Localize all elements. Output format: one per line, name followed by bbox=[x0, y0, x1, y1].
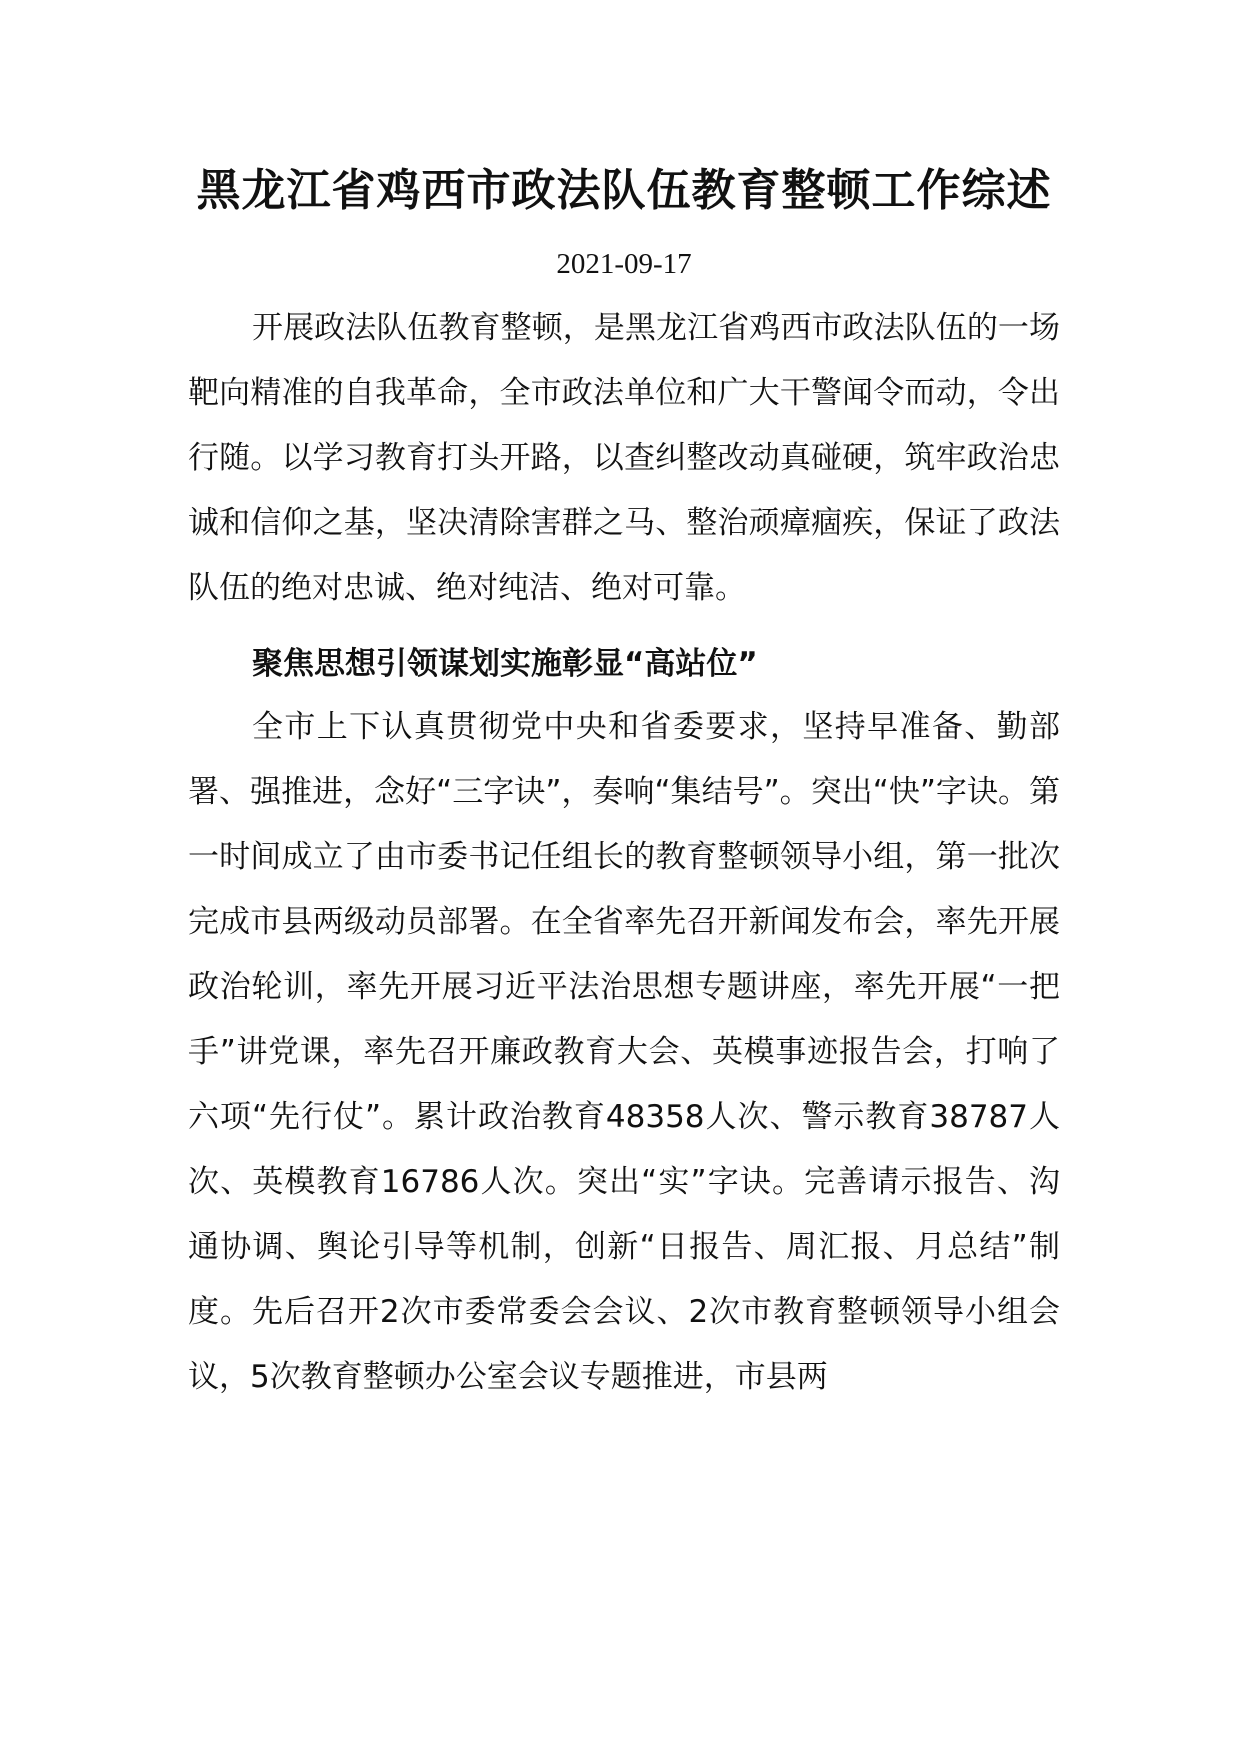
section-paragraph: 全市上下认真贯彻党中央和省委要求，坚持早准备、勤部署、强推进，念好“三字诀”，奏响“集结号”。突出“快”字诀。第一时间成立了由市委书记任组长的教育整顿领导小组，第一批次完成市县两级动员部署。在全省率先召开新闻发布会，率先开展政治轮训，率先开展习近平法治思想专题讲座，率先开展“一把手”讲党课，率先召开廉政教育大会、英模事迹报告会，打响了六项“先行仗”。累计政治教育48358人次、警示教育38787人次、英模教育16786人次。突出“实”字诀。完善请示报告、沟通协调、舆论引导等机制，创新“日报告、周汇报、月总结”制度。先后召开2次市委常委会会议、2次市教育整顿领导小组会议，5次教育整顿办公室会议专题推进，市县两 bbox=[188, 709, 1060, 1395]
publish-date: 2021-09-17 bbox=[556, 248, 692, 280]
document-title: 黑龙江省鸡西市政法队伍教育整顿工作综述 bbox=[196, 165, 1052, 216]
document-body bbox=[188, 160, 1060, 1410]
section-heading: 聚焦思想引领谋划实施彰显“高站位” bbox=[252, 646, 758, 682]
intro-paragraph: 开展政法队伍教育整顿，是黑龙江省鸡西市政法队伍的一场靶向精准的自我革命，全市政法单位和广大干警闻令而动，令出行随。以学习教育打头开路，以查纠整改动真碰硬，筑牢政治忠诚和信仰之基，坚决清除害群之马、整治顽瘴痼疾，保证了政法队伍的绝对忠诚、绝对纯洁、绝对可靠。 bbox=[188, 310, 1060, 606]
